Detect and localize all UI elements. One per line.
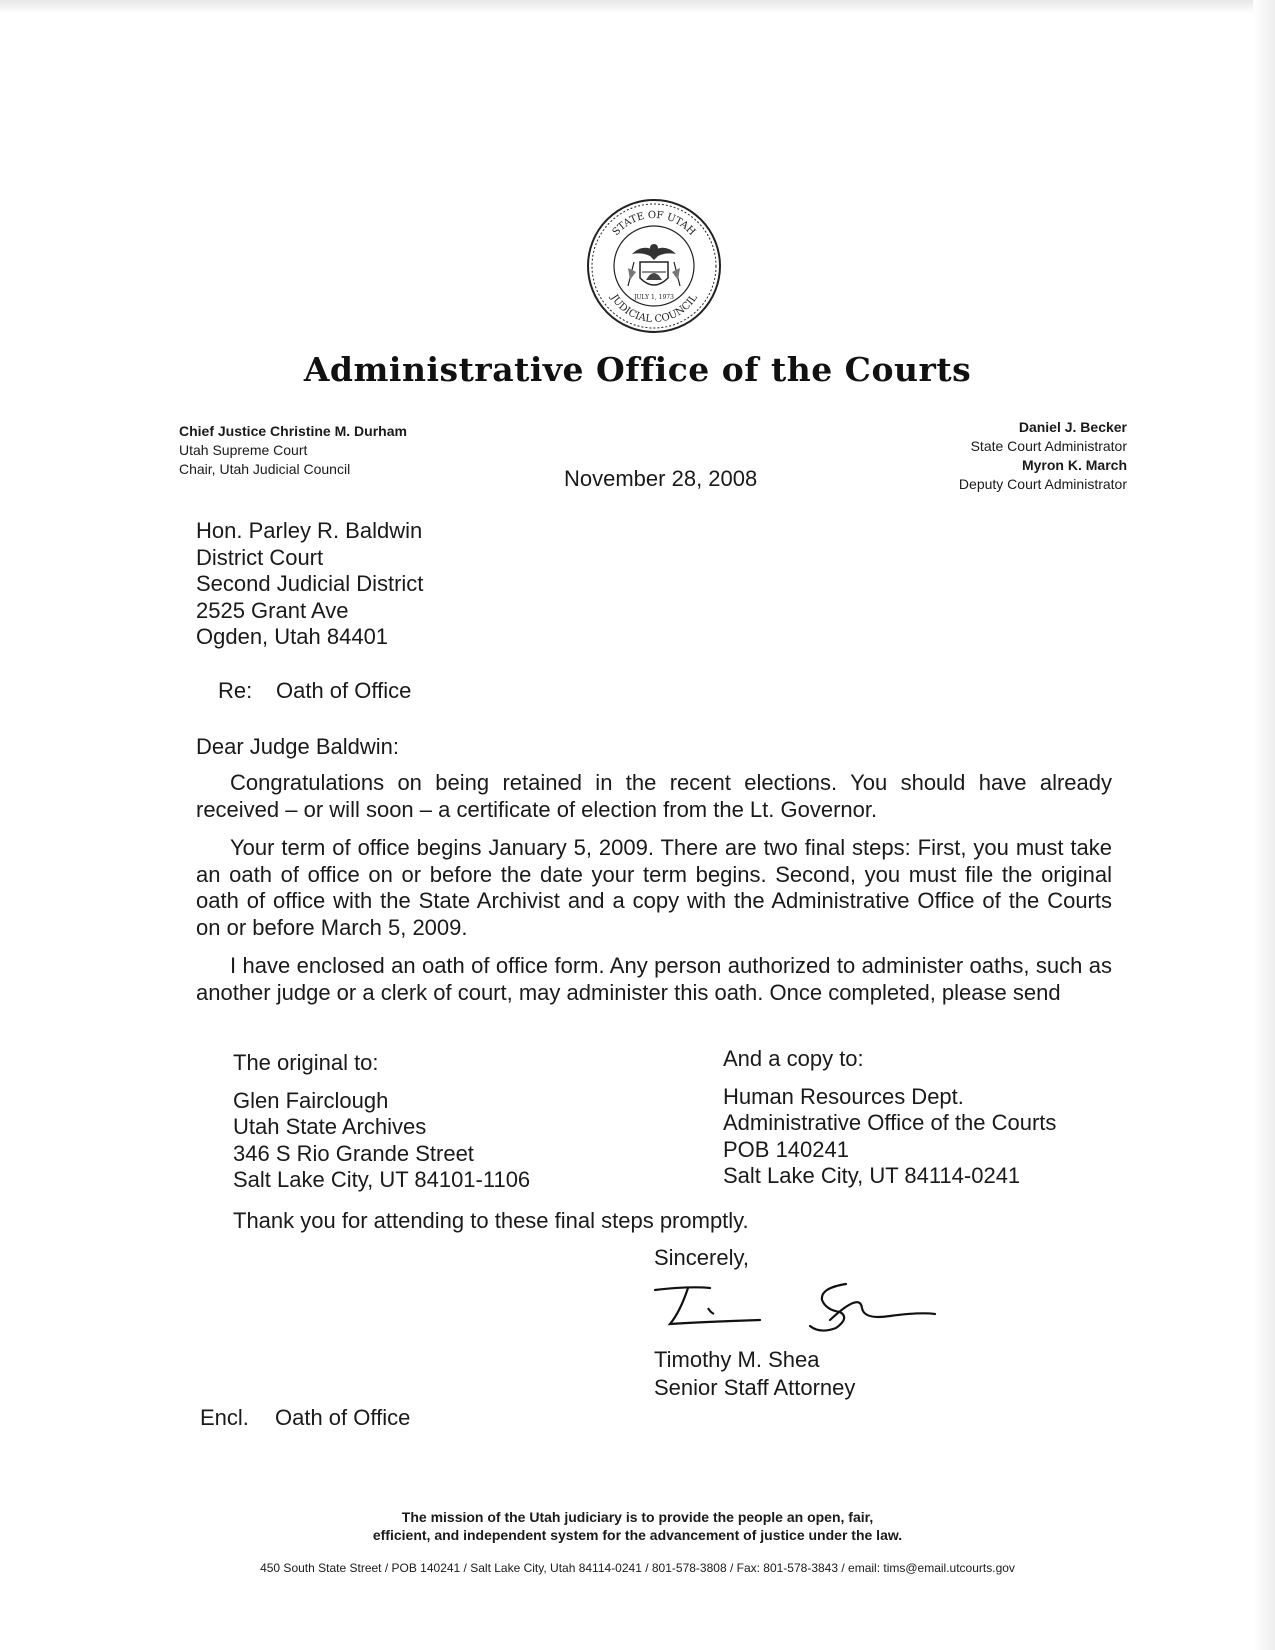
handwritten-signature bbox=[650, 1272, 940, 1340]
footer-address: 450 South State Street / POB 140241 / Salt Lake City, Utah 84114-0241 / 801-578-3808 / Fax: 801-578-3843 / email: tims@email.utcourts.gov bbox=[260, 1561, 1015, 1575]
mission-statement bbox=[0, 1508, 1275, 1544]
header-left bbox=[179, 422, 407, 479]
copy-to-line: POB 140241 bbox=[723, 1136, 849, 1162]
original-to-line: Glen Fairclough bbox=[233, 1087, 389, 1113]
seal-date: JULY 1, 1973 bbox=[634, 294, 674, 301]
seal-bottom-text: JUDICIAL COUNCIL bbox=[608, 292, 700, 326]
recipient-address bbox=[196, 518, 423, 651]
deputy-title: Deputy Court Administrator bbox=[958, 476, 1127, 492]
body-paragraph-3: I have enclosed an oath of office form. Any person authorized to administer oaths, such as another judge or a clerk of court, may administer this oath. Once completed, please send bbox=[196, 953, 1112, 1005]
closing: Sincerely, bbox=[654, 1245, 749, 1270]
copy-to-block bbox=[723, 1046, 1056, 1190]
salutation: Dear Judge Baldwin: bbox=[196, 734, 400, 759]
mission-line-2: efficient, and independent system for the advancement of justice under the law. bbox=[372, 1527, 903, 1543]
body-paragraph-2: Your term of office begins January 5, 2009. There are two final steps: First, you must take an oath of office on or before the date your term begins. Second, you must file the original oath of office with the State Archivist and a copy with the Administrative Office of the Courts on or before March 5, 2009. bbox=[196, 835, 1112, 940]
scan-edge-top bbox=[0, 0, 1275, 14]
original-to-line: 346 S Rio Grande Street bbox=[233, 1140, 474, 1166]
administrator-title: State Court Administrator bbox=[970, 438, 1127, 454]
enclosure-value: Oath of Office bbox=[275, 1405, 411, 1430]
body-paragraph-1: Congratulations on being retained in the recent elections. You should have already received – or will soon – a certificate of election from the Lt. Governor. bbox=[196, 770, 1112, 822]
copy-to-line: Administrative Office of the Courts bbox=[723, 1110, 1057, 1135]
scan-edge-right bbox=[1253, 0, 1275, 1650]
mission-line-1: The mission of the Utah judiciary is to provide the people an open, fair, bbox=[401, 1509, 874, 1525]
seal-top-text: STATE OF UTAH bbox=[610, 209, 698, 238]
administrator-name: Daniel J. Becker bbox=[1018, 419, 1127, 435]
original-to-line: Salt Lake City, UT 84101-1106 bbox=[233, 1167, 531, 1192]
re-subject: Oath of Office bbox=[276, 678, 412, 703]
original-to-block bbox=[233, 1050, 530, 1194]
recipient-line: Ogden, Utah 84401 bbox=[196, 624, 389, 649]
original-to-title: The original to: bbox=[233, 1050, 379, 1075]
deputy-name: Myron K. March bbox=[1021, 457, 1127, 473]
recipient-line: Hon. Parley R. Baldwin bbox=[196, 518, 423, 543]
signer-title: Senior Staff Attorney bbox=[654, 1375, 856, 1400]
enclosure-label: Encl. bbox=[200, 1405, 249, 1430]
chief-justice-line1: Utah Supreme Court bbox=[179, 442, 308, 458]
judicial-council-seal bbox=[584, 196, 724, 336]
chief-justice-name: Chief Justice Christine M. Durham bbox=[179, 423, 407, 439]
signer-name: Timothy M. Shea bbox=[654, 1347, 820, 1372]
signer-block bbox=[654, 1346, 855, 1402]
header-right bbox=[959, 418, 1127, 494]
copy-to-title: And a copy to: bbox=[723, 1046, 864, 1071]
letter-date: November 28, 2008 bbox=[564, 466, 758, 491]
masthead: Administrative Office of the Courts bbox=[303, 350, 972, 389]
original-to-line: Utah State Archives bbox=[233, 1114, 427, 1139]
copy-to-line: Salt Lake City, UT 84114-0241 bbox=[723, 1163, 1021, 1188]
re-label: Re: bbox=[218, 678, 253, 703]
thank-you-line: Thank you for attending to these final steps promptly. bbox=[233, 1208, 749, 1233]
recipient-line: Second Judicial District bbox=[196, 571, 424, 596]
recipient-line: 2525 Grant Ave bbox=[196, 597, 349, 623]
recipient-line: District Court bbox=[196, 544, 324, 570]
chief-justice-line2: Chair, Utah Judicial Council bbox=[179, 461, 351, 477]
copy-to-line: Human Resources Dept. bbox=[723, 1083, 964, 1109]
svg-text:STATE OF UTAH bbox=[611, 210, 698, 238]
